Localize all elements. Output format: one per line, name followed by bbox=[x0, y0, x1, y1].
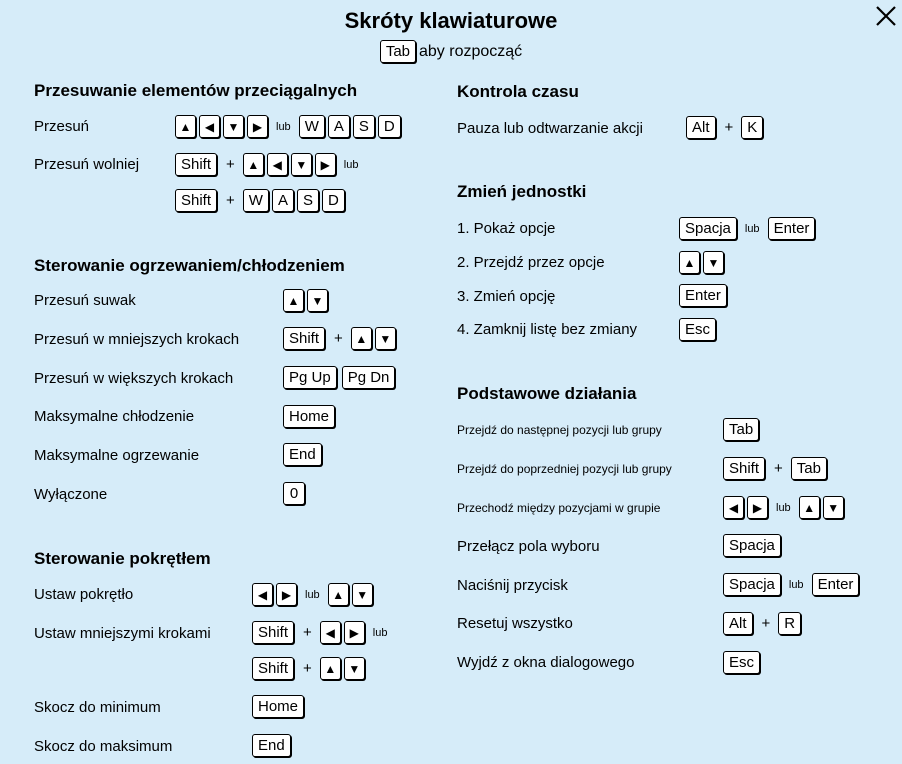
plus-sign: + bbox=[303, 660, 312, 677]
keys-move-slower-wasd bbox=[175, 189, 348, 212]
key-enter: Enter bbox=[768, 217, 816, 240]
dialog-subtitle bbox=[0, 40, 902, 63]
key-down: ▼ bbox=[344, 657, 365, 680]
key-w: W bbox=[243, 189, 269, 212]
key-r: R bbox=[778, 612, 801, 635]
dialog-title: Skróty klawiaturowe bbox=[344, 8, 558, 33]
keys-basic-checkbox bbox=[723, 534, 784, 557]
subtitle-text: aby rozpocząć bbox=[419, 42, 523, 60]
key-alt: Alt bbox=[686, 116, 716, 139]
key-up: ▲ bbox=[320, 657, 341, 680]
key-up: ▲ bbox=[243, 153, 264, 176]
key-right: ▶ bbox=[747, 496, 768, 519]
keys-slider bbox=[283, 289, 331, 312]
keys-heating-larger bbox=[283, 366, 398, 389]
key-down: ▼ bbox=[823, 496, 844, 519]
key-down: ▼ bbox=[352, 583, 373, 606]
keys-units-show bbox=[679, 217, 818, 240]
or-text: lub bbox=[788, 578, 804, 591]
plus-sign: + bbox=[226, 192, 235, 209]
heading-units: Zmień jednostki bbox=[457, 182, 587, 201]
key-space: Spacja bbox=[679, 217, 737, 240]
key-space: Spacja bbox=[723, 534, 781, 557]
heading-time: Kontrola czasu bbox=[457, 82, 579, 101]
or-text: lub bbox=[776, 501, 791, 514]
key-d: D bbox=[322, 189, 345, 212]
heading-heating: Sterowanie ogrzewaniem/chłodzeniem bbox=[34, 256, 345, 275]
keys-units-go bbox=[679, 251, 727, 274]
key-a: A bbox=[328, 115, 350, 138]
or-text: lub bbox=[343, 158, 359, 171]
label-max-cool: Maksymalne chłodzenie bbox=[34, 408, 195, 425]
key-left: ◀ bbox=[199, 115, 220, 138]
key-up: ▲ bbox=[328, 583, 349, 606]
label-basic-next: Przejdź do następnej pozycji lub grupy bbox=[457, 423, 662, 437]
keys-move-slower bbox=[175, 153, 366, 176]
heading-basic: Podstawowe działania bbox=[457, 384, 637, 403]
or-text: lub bbox=[305, 588, 320, 601]
plus-sign: + bbox=[761, 615, 771, 632]
key-left: ◀ bbox=[723, 496, 744, 519]
keys-knob-set bbox=[252, 583, 376, 606]
key-enter: Enter bbox=[812, 573, 860, 596]
key-shift: Shift bbox=[723, 457, 765, 480]
keys-move bbox=[175, 115, 404, 138]
label-max-heat: Maksymalne ogrzewanie bbox=[34, 447, 200, 464]
key-tab: Tab bbox=[380, 40, 416, 63]
key-up: ▲ bbox=[679, 251, 700, 274]
label-units-go: 2. Przejdź przez opcje bbox=[457, 254, 605, 271]
keys-units-change bbox=[679, 284, 730, 307]
key-end: End bbox=[283, 443, 322, 466]
key-shift: Shift bbox=[175, 189, 217, 212]
heading-draggable: Przesuwanie elementów przeciągalnych bbox=[34, 81, 358, 100]
keys-basic-reset bbox=[723, 612, 804, 635]
key-up: ▲ bbox=[283, 289, 304, 312]
keys-knob-min bbox=[252, 695, 307, 718]
plus-sign: + bbox=[334, 330, 343, 347]
key-down: ▼ bbox=[223, 115, 244, 138]
key-shift: Shift bbox=[283, 327, 325, 350]
key-shift: Shift bbox=[252, 657, 294, 680]
keys-knob-smaller bbox=[252, 621, 395, 644]
label-move: Przesuń bbox=[34, 118, 90, 135]
key-pgup: Pg Up bbox=[283, 366, 337, 389]
or-text: lub bbox=[276, 120, 291, 133]
key-w: W bbox=[299, 115, 325, 138]
label-basic-reset: Resetuj wszystko bbox=[457, 615, 573, 632]
label-slider: Przesuń suwak bbox=[34, 292, 136, 309]
label-basic-within: Przechodź między pozycjami w grupie bbox=[457, 501, 661, 515]
label-basic-press: Naciśnij przycisk bbox=[457, 577, 568, 594]
label-units-show: 1. Pokaż opcje bbox=[457, 220, 556, 237]
key-a: A bbox=[272, 189, 294, 212]
key-s: S bbox=[353, 115, 375, 138]
keys-knob-smaller-vertical bbox=[252, 657, 368, 680]
key-left: ◀ bbox=[320, 621, 341, 644]
key-tab: Tab bbox=[723, 418, 759, 441]
keys-basic-next bbox=[723, 418, 762, 441]
label-off: Wyłączone bbox=[34, 486, 108, 503]
key-zero: 0 bbox=[283, 482, 305, 505]
key-enter: Enter bbox=[679, 284, 727, 307]
close-button[interactable] bbox=[872, 2, 900, 30]
keys-off bbox=[283, 482, 308, 505]
key-d: D bbox=[378, 115, 401, 138]
key-alt: Alt bbox=[723, 612, 753, 635]
close-icon bbox=[872, 2, 900, 30]
key-down: ▼ bbox=[375, 327, 396, 350]
keys-knob-max bbox=[252, 734, 294, 757]
key-down: ▼ bbox=[307, 289, 328, 312]
label-knob-min: Skocz do minimum bbox=[34, 699, 161, 716]
key-pgdn: Pg Dn bbox=[342, 366, 396, 389]
label-basic-exit: Wyjdź z okna dialogowego bbox=[457, 654, 635, 671]
keys-basic-within bbox=[723, 496, 847, 519]
plus-sign: + bbox=[226, 156, 235, 173]
key-end: End bbox=[252, 734, 291, 757]
label-knob-max: Skocz do maksimum bbox=[34, 738, 173, 755]
key-s: S bbox=[297, 189, 319, 212]
key-tab: Tab bbox=[791, 457, 827, 480]
label-heating-smaller: Przesuń w mniejszych krokach bbox=[34, 331, 240, 348]
keys-basic-exit bbox=[723, 651, 763, 674]
keys-units-close bbox=[679, 318, 719, 341]
key-esc: Esc bbox=[723, 651, 760, 674]
heading-knob: Sterowanie pokrętłem bbox=[34, 549, 211, 568]
label-basic-prev: Przejdź do poprzedniej pozycji lub grupy bbox=[457, 462, 672, 476]
plus-sign: + bbox=[303, 624, 312, 641]
key-right: ▶ bbox=[247, 115, 268, 138]
key-right: ▶ bbox=[315, 153, 336, 176]
label-knob-set: Ustaw pokrętło bbox=[34, 586, 134, 603]
label-knob-smaller: Ustaw mniejszymi krokami bbox=[34, 625, 211, 642]
key-right: ▶ bbox=[276, 583, 297, 606]
plus-sign: + bbox=[774, 460, 783, 477]
key-shift: Shift bbox=[252, 621, 294, 644]
label-heating-larger: Przesuń w większych krokach bbox=[34, 370, 234, 387]
key-down: ▼ bbox=[703, 251, 724, 274]
key-right: ▶ bbox=[344, 621, 365, 644]
keys-pause bbox=[686, 116, 766, 139]
key-left: ◀ bbox=[252, 583, 273, 606]
key-left: ◀ bbox=[267, 153, 288, 176]
key-shift: Shift bbox=[175, 153, 217, 176]
key-home: Home bbox=[252, 695, 304, 718]
key-down: ▼ bbox=[291, 153, 312, 176]
key-k: K bbox=[741, 116, 763, 139]
key-up: ▲ bbox=[799, 496, 820, 519]
keys-basic-press bbox=[723, 573, 862, 596]
key-up: ▲ bbox=[351, 327, 372, 350]
keys-max-cool bbox=[283, 405, 338, 428]
key-esc: Esc bbox=[679, 318, 716, 341]
label-units-close: 4. Zamknij listę bez zmiany bbox=[457, 321, 638, 338]
label-move-slower: Przesuń wolniej bbox=[34, 156, 140, 173]
keys-heating-smaller bbox=[283, 327, 399, 350]
plus-sign: + bbox=[724, 119, 734, 136]
key-up: ▲ bbox=[175, 115, 196, 138]
key-space: Spacja bbox=[723, 573, 781, 596]
label-pause: Pauza lub odtwarzanie akcji bbox=[457, 120, 643, 137]
key-home: Home bbox=[283, 405, 335, 428]
or-text: lub bbox=[372, 626, 388, 639]
keys-basic-prev bbox=[723, 457, 830, 480]
keys-max-heat bbox=[283, 443, 325, 466]
label-basic-checkbox: Przełącz pola wyboru bbox=[457, 538, 600, 555]
or-text: lub bbox=[744, 222, 760, 235]
label-units-change: 3. Zmień opcję bbox=[457, 288, 556, 305]
